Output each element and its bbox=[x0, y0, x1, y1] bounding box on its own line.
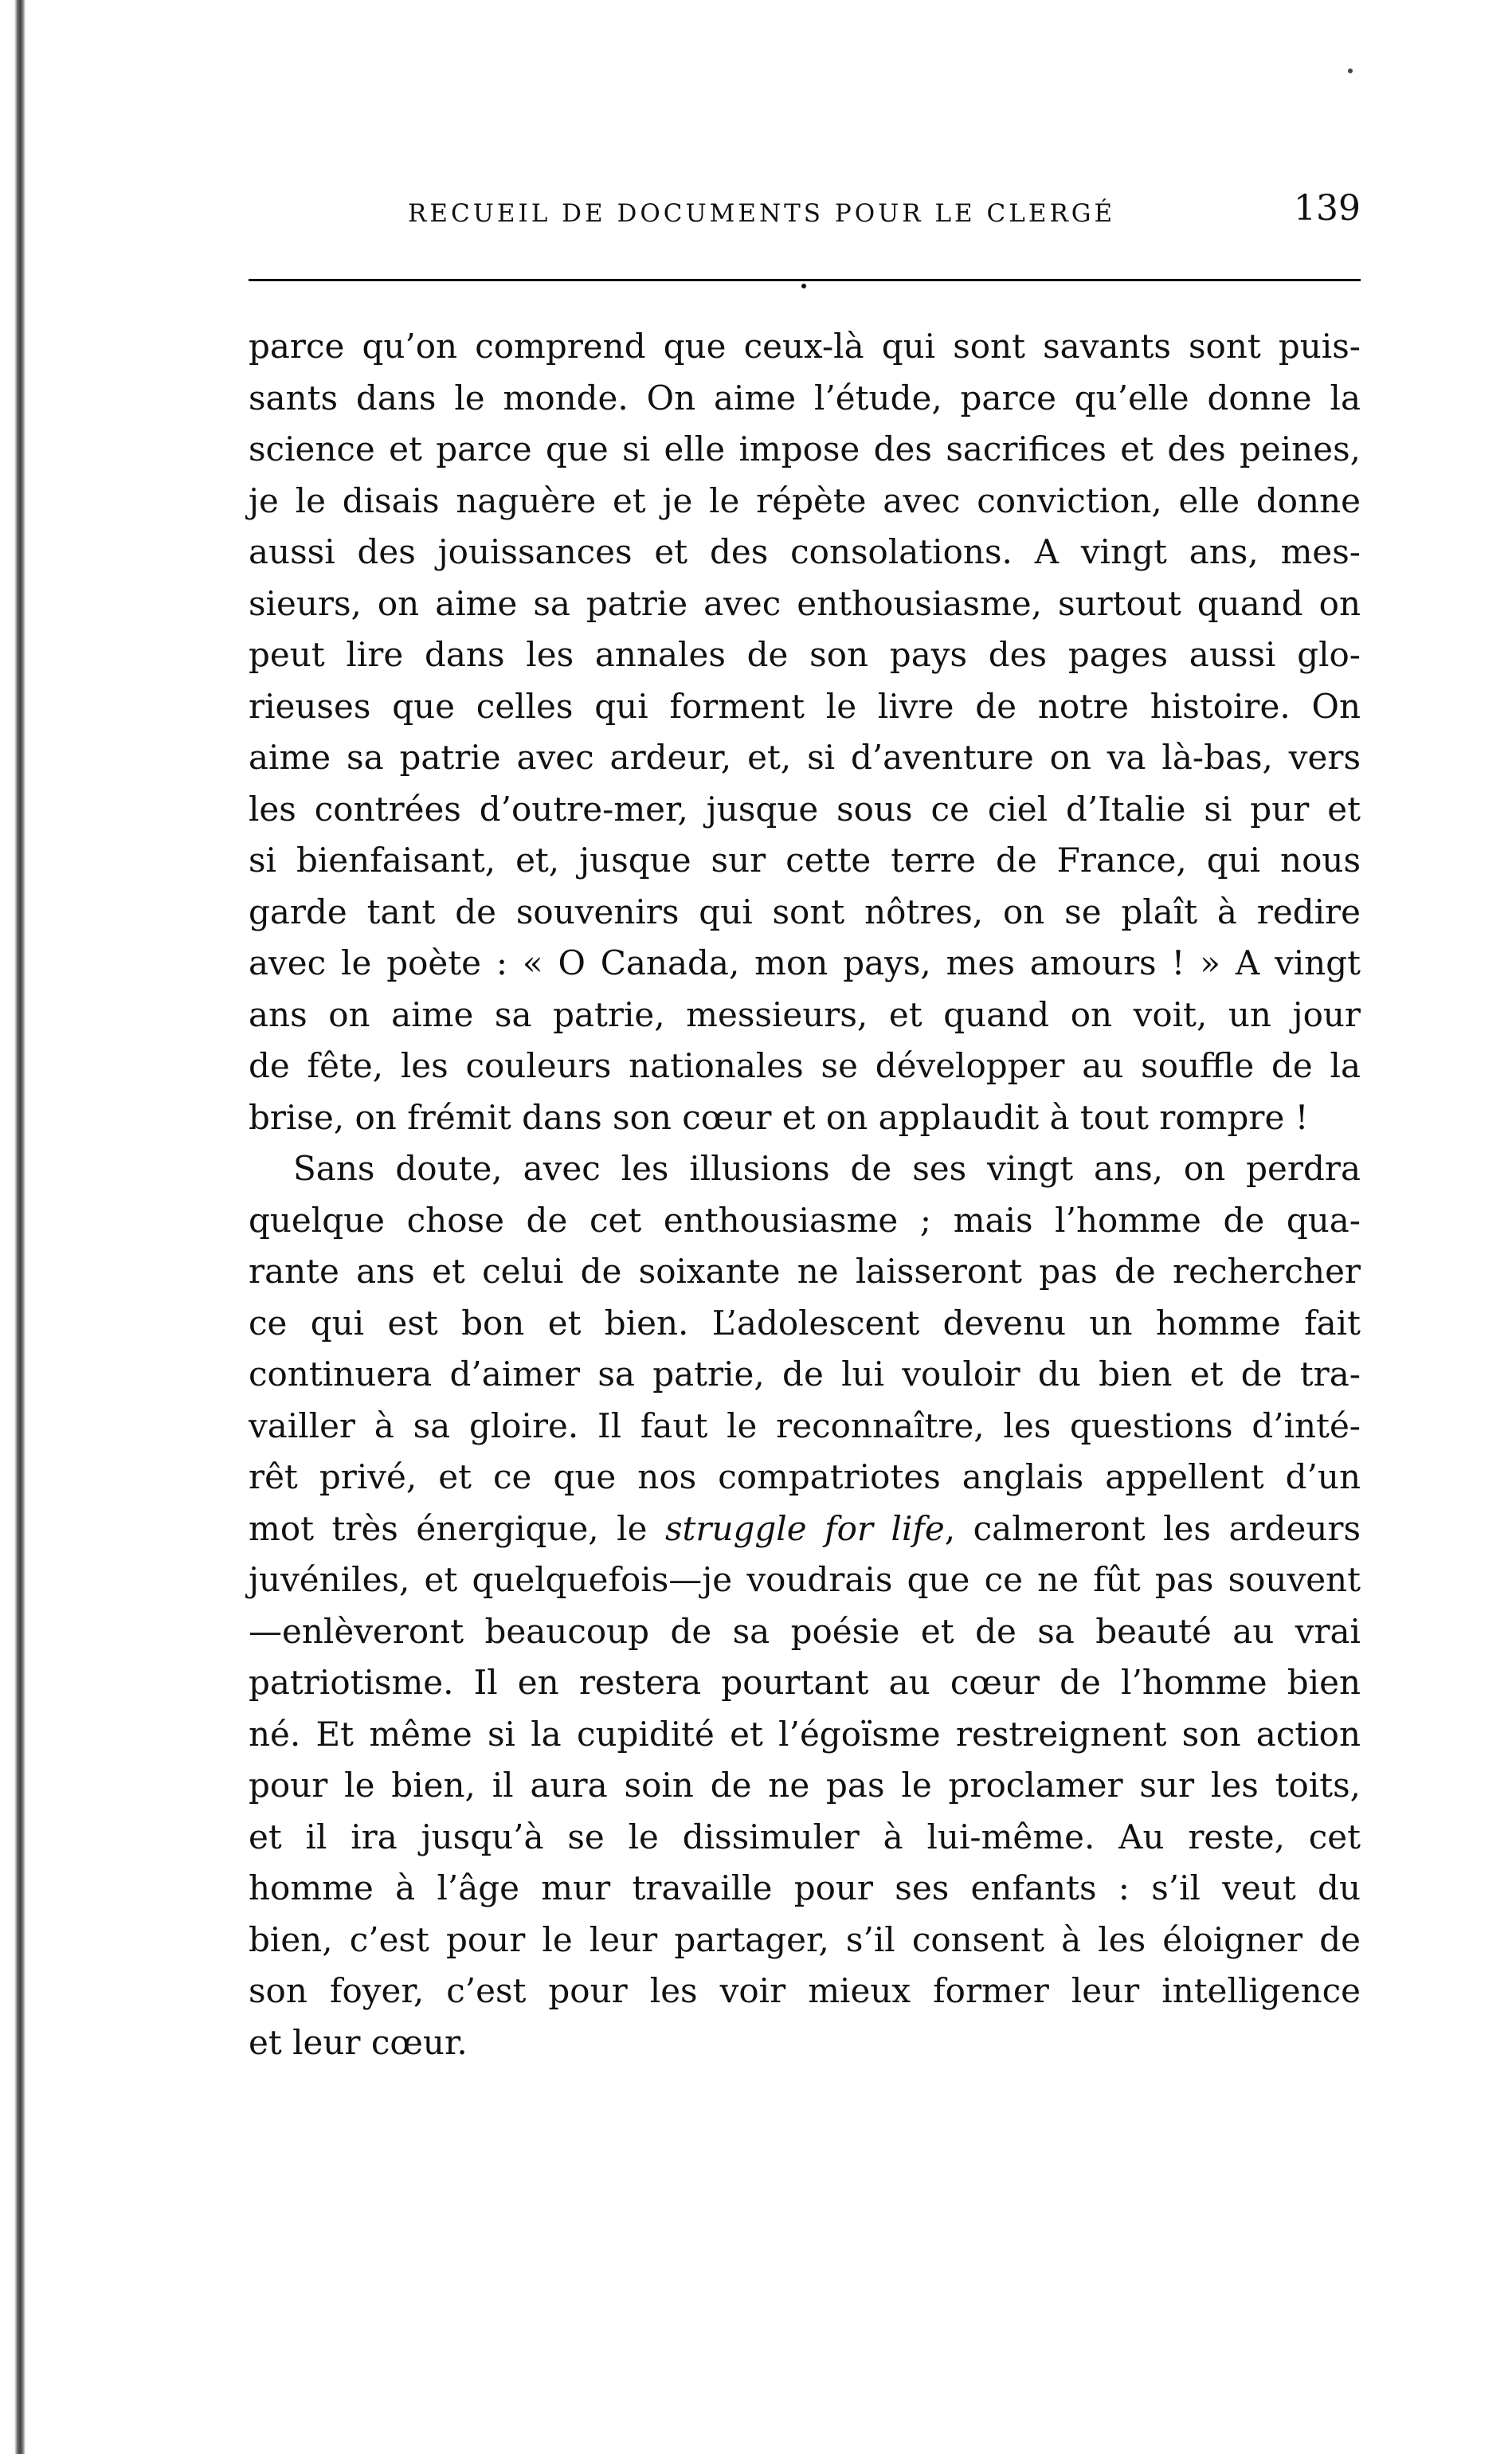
text-line: rieuses que celles qui forment le livre de notre histoire. On bbox=[249, 686, 1361, 726]
text-line: homme à l’âge mur travaille pour ses enfants : s’il veut du bbox=[249, 1868, 1361, 1907]
text-segment: mot très énergique, le bbox=[249, 1508, 665, 1548]
text-line: rêt privé, et ce que nos compatriotes anglais appellent d’un bbox=[249, 1457, 1361, 1496]
paragraph-end-line: brise, on frémit dans son cœur et on applaudit à tout rompre ! bbox=[249, 1097, 1309, 1137]
header-rule bbox=[249, 279, 1361, 281]
text-line: sants dans le monde. On aime l’étude, parce qu’elle donne la bbox=[249, 378, 1361, 417]
body-text bbox=[249, 321, 1361, 2068]
paragraph-start-line: Sans doute, avec les illusions de ses vingt ans, on perdra bbox=[293, 1149, 1361, 1188]
text-line: les contrées d’outre-mer, jusque sous ce ciel d’Italie si pur et bbox=[249, 789, 1361, 829]
page-header bbox=[249, 188, 1361, 244]
text-line: si bienfaisant, et, jusque sur cette terre de France, qui nous bbox=[249, 841, 1361, 880]
text-line: pour le bien, il aura soin de ne pas le proclamer sur les toits, bbox=[249, 1766, 1361, 1805]
text-line: ce qui est bon et bien. L’adolescent devenu un homme fait bbox=[249, 1303, 1361, 1343]
text-line: —enlèveront beaucoup de sa poésie et de sa beauté au vrai bbox=[249, 1611, 1361, 1651]
text-segment: , calmeront les ardeurs bbox=[944, 1508, 1361, 1548]
text-line: quelque chose de cet enthousiasme ; mais l’homme de qua- bbox=[249, 1200, 1361, 1240]
scan-page-edge bbox=[14, 0, 25, 2454]
final-line: et leur cœur. bbox=[249, 2022, 468, 2062]
text-line: continuera d’aimer sa patrie, de lui vouloir du bien et de tra- bbox=[249, 1354, 1361, 1394]
running-title: RECUEIL DE DOCUMENTS POUR LE CLERGÉ bbox=[408, 199, 1116, 228]
text-line: je le disais naguère et je le répète avec conviction, elle donne bbox=[249, 480, 1361, 520]
page-number: 139 bbox=[1294, 188, 1361, 229]
text-line: son foyer, c’est pour les voir mieux former leur intelligence bbox=[249, 1971, 1361, 2010]
text-line: patriotisme. Il en restera pourtant au cœur de l’homme bien bbox=[249, 1663, 1361, 1702]
text-line: bien, c’est pour le leur partager, s’il consent à les éloigner de bbox=[249, 1919, 1361, 1959]
text-line: sieurs, on aime sa patrie avec enthousiasme, surtout quand on bbox=[249, 583, 1361, 623]
text-line: rante ans et celui de soixante ne laisseront pas de rechercher bbox=[249, 1252, 1361, 1291]
text-line: peut lire dans les annales de son pays des pages aussi glo- bbox=[249, 635, 1361, 674]
rule-dot bbox=[801, 284, 806, 288]
text-line: aussi des jouissances et des consolations. A vingt ans, mes- bbox=[249, 532, 1361, 571]
text-line: garde tant de souvenirs qui sont nôtres, on se plaît à redire bbox=[249, 892, 1361, 931]
text-line: ans on aime sa patrie, messieurs, et quand on voit, un jour bbox=[249, 994, 1361, 1034]
text-line: de fête, les couleurs nationales se développer au souffle de la bbox=[249, 1046, 1361, 1085]
text-line: et il ira jusqu’à se le dissimuler à lui-même. Au reste, cet bbox=[249, 1817, 1361, 1856]
text-line: vailler à sa gloire. Il faut le reconnaître, les questions d’inté- bbox=[249, 1405, 1361, 1445]
italic-phrase: struggle for life bbox=[664, 1508, 945, 1548]
text-line: juvéniles, et quelquefois—je voudrais que ce ne fût pas souvent bbox=[249, 1560, 1361, 1599]
text-line-with-italic bbox=[249, 1503, 1361, 1555]
text-line: science et parce que si elle impose des sacrifices et des peines, bbox=[249, 429, 1361, 468]
scan-speck bbox=[1348, 69, 1353, 73]
text-line: aime sa patrie avec ardeur, et, si d’aventure on va là-bas, vers bbox=[249, 738, 1361, 777]
text-line: avec le poète : « O Canada, mon pays, mes amours ! » A vingt bbox=[249, 943, 1361, 982]
text-line: né. Et même si la cupidité et l’égoïsme restreignent son action bbox=[249, 1714, 1361, 1754]
text-line: parce qu’on comprend que ceux-là qui sont savants sont puis- bbox=[249, 327, 1361, 366]
